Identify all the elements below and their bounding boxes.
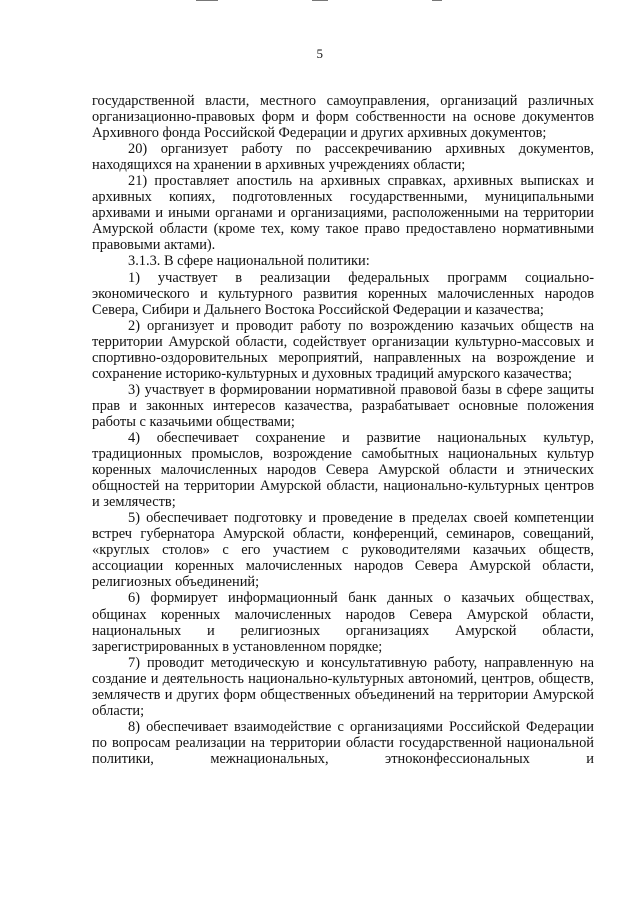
list-item-4: 4) обеспечивает сохранение и развитие национальных культур, традиционных промыслов, возрождение самобытных национальных культур коренных малочисленных народов Севера Амурской области и этнических общностей на территории Амурской области, национально-культурных центров и землячеств;: [92, 429, 594, 511]
list-item-8-text: взаимодействие с организациями Российской Федерации по вопросам реализации на территории области государственной национальной политики, межнациональных, этноконфессиональных и: [92, 718, 594, 767]
list-item-20: 20) организует работу по рассекречиванию архивных документов, находящихся на хранении в архивных учреждениях области;: [92, 141, 594, 174]
list-item-5: 5) обеспечивает подготовку и проведение в пределах своей компетенции встреч губернатора Амурской области, конференций, семинаров, совещаний, «круглых столов» с его участием с руководителями казачьих обществ, ассоциации коренных малочисленных народов Севера Амурской области, религиозных объединений;: [92, 510, 594, 591]
scan-edge-mark: [196, 0, 218, 1]
section-heading-3-1-3: 3.1.3. В сфере национальной политики:: [128, 253, 370, 270]
document-body: [92, 93, 594, 767]
scan-edge-mark: [432, 0, 442, 1]
page-number: 5: [316, 46, 324, 61]
list-item-3: 3) участвует в формировании нормативной правовой базы в сфере защиты прав и законных интересов казачества, разрабатывает основные положения работы с казачьими обществами;: [92, 381, 594, 430]
list-item-8-number: 8): [128, 718, 147, 735]
paragraph-continuation: государственной власти, местного самоуправления, организаций различных организационно-правовых форм и форм собственности на основе документов Архивного фонда Российской Федерации и других архивных документов;: [92, 93, 594, 142]
list-item-8: [92, 719, 594, 767]
list-item-6: 6) формирует информационный банк данных о казачьих обществах, общинах коренных малочисленных народов Севера Амурской области, национальных и религиозных организациях Амурской области, зарегистрированных в установленном порядке;: [92, 590, 594, 655]
scan-edge-mark: [312, 0, 328, 1]
list-item-7: 7) проводит методическую и консультативную работу, направленную на создание и деятельность национально-культурных автономий, центров, обществ, землячеств и других форм общественных объединений на территории Амурской области;: [92, 654, 594, 719]
list-item-2: 2) организует и проводит работу по возрождению казачьих обществ на территории Амурской области, содействует организации культурно-массовых и спортивно-оздоровительных мероприятий, направленных на возрождение и сохранение историко-культурных и духовных традиций амурского казачества;: [92, 317, 594, 382]
list-item-8-verb: обеспечивает: [146, 718, 228, 735]
list-item-1: 1) участвует в реализации федеральных программ социально-экономического и культурного развития коренных малочисленных народов Севера, Сибири и Дальнего Востока Российской Федерации и казачества;: [92, 269, 594, 318]
list-item-21: 21) проставляет апостиль на архивных справках, архивных выписках и архивных копиях, подготовленных государственными, муниципальными архивами и иными органами и организациями, расположенными на территории Амурской области (кроме тех, кому такое право предоставлено нормативными правовыми актами).: [92, 173, 594, 254]
